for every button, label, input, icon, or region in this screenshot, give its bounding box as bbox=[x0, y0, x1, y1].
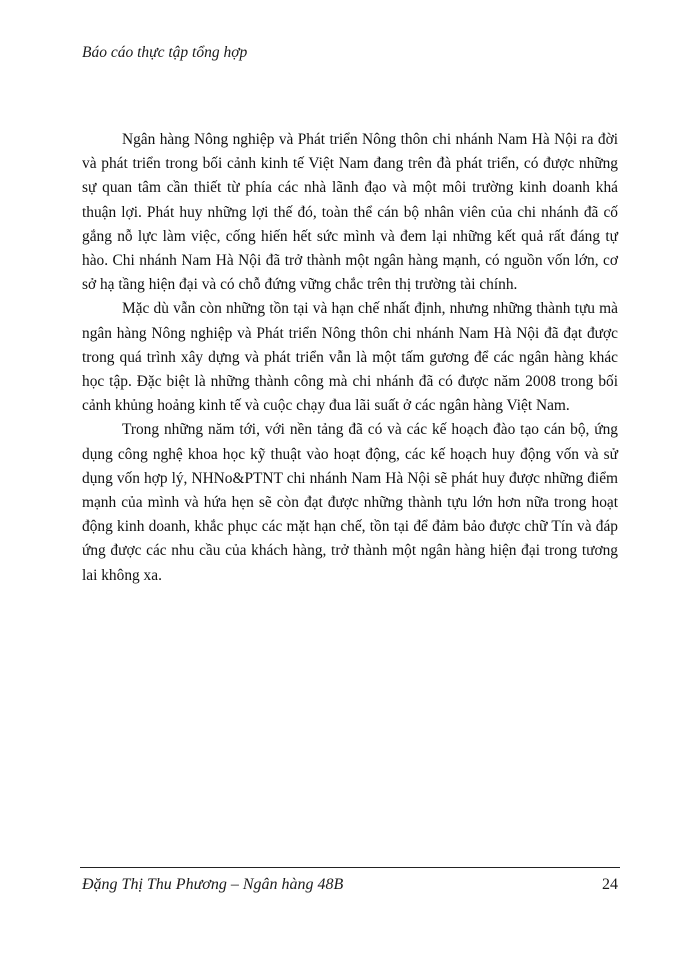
paragraph-2: Mặc dù vẫn còn những tồn tại và hạn chế nhất định, nhưng những thành tựu mà ngân hàng Nông nghiệp và Phát triển Nông thôn chi nhánh Nam Hà Nội đã đạt được trong quá trình xây dựng và phát triển vẫn là một tấm gương để các ngân hàng khác học tập. Đặc biệt là những thành công mà chi nhánh đã có được năm 2008 trong bối cảnh khủng hoảng kinh tế và cuộc chạy đua lãi suất ở các ngân hàng Việt Nam. bbox=[82, 300, 618, 415]
paragraph-3: Trong những năm tới, với nền tảng đã có và các kế hoạch đào tạo cán bộ, ứng dụng công nghệ khoa học kỹ thuật vào hoạt động, các kế hoạch huy động vốn và sử dụng vốn hợp lý, NHNo&PTNT chi nhánh Nam Hà Nội sẽ phát huy được những điểm mạnh của mình và hứa hẹn sẽ còn đạt được những thành tựu lớn hơn nữa trong hoạt động kinh doanh, khắc phục các mặt hạn chế, tồn tại để đảm bảo được chữ Tín và đáp ứng được các nhu cầu của khách hàng, trở thành một ngân hàng hiện đại trong tương lai không xa. bbox=[82, 421, 618, 584]
footer-divider bbox=[80, 867, 620, 868]
document-body bbox=[82, 128, 618, 588]
footer-author: Đặng Thị Thu Phương – Ngân hàng 48B bbox=[82, 876, 344, 893]
page-number: 24 bbox=[602, 876, 618, 893]
page-header: Báo cáo thực tập tổng hợp bbox=[82, 44, 248, 61]
paragraph-1: Ngân hàng Nông nghiệp và Phát triển Nông thôn chi nhánh Nam Hà Nội ra đời và phát triển trong bối cảnh kinh tế Việt Nam đang trên đà phát triển, có được những sự quan tâm cần thiết từ phía các nhà lãnh đạo và một môi trường kinh doanh khá thuận lợi. Phát huy những lợi thế đó, toàn thể cán bộ nhân viên của chi nhánh đã cố gắng nỗ lực làm việc, cống hiến hết sức mình và đem lại những kết quả rất đáng tự hào. Chi nhánh Nam Hà Nội đã trở thành một ngân hàng mạnh, có nguồn vốn lớn, cơ sở hạ tầng hiện đại và có chỗ đứng vững chắc trên thị trường tài chính. bbox=[82, 131, 618, 294]
